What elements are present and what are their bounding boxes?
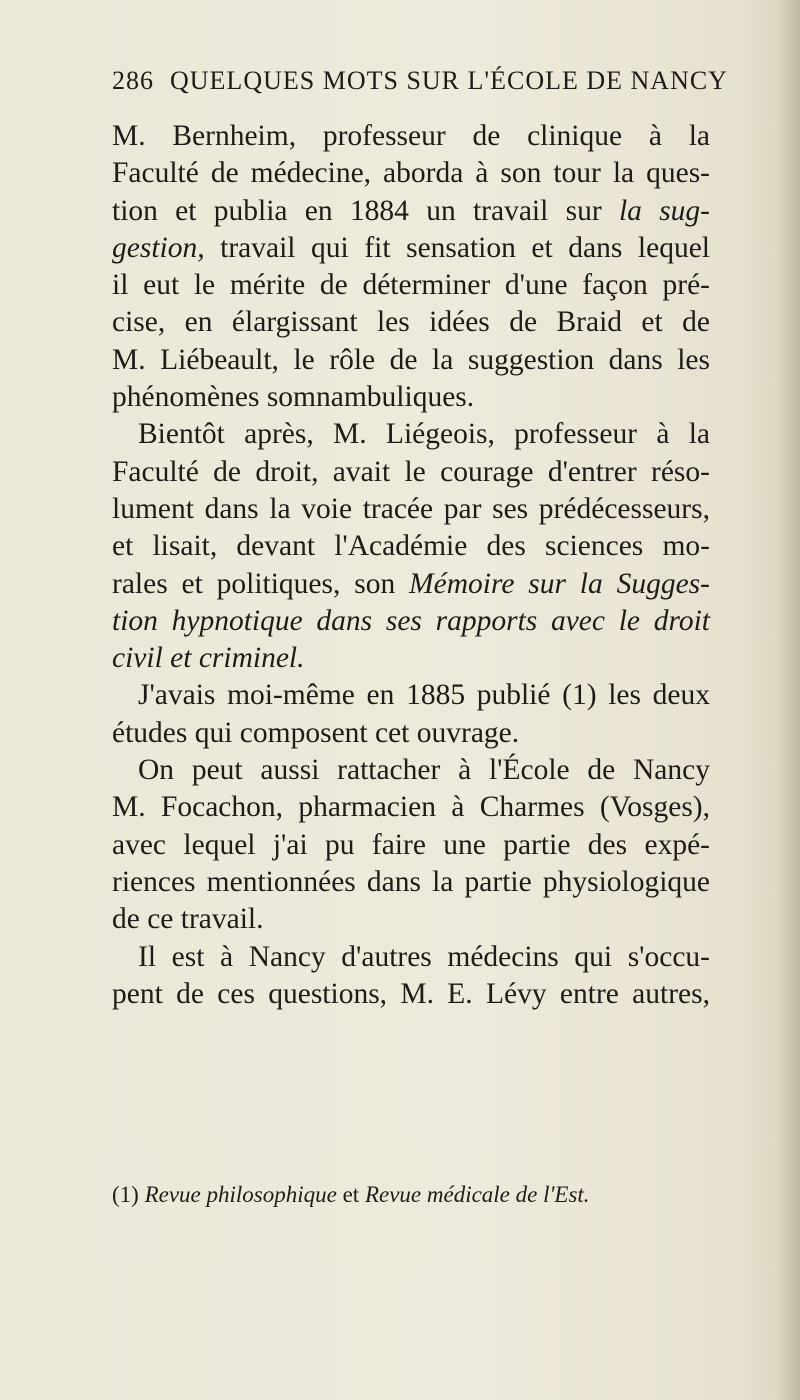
italic-text: gestion, [112,231,205,264]
running-head [112,66,728,106]
text-line [112,155,710,192]
text-segment: M. Bernheim, professeur de clinique à la [112,120,710,152]
text-segment: M. Liébeault, le rôle de la suggestion dans les [112,343,710,376]
text-line [112,715,710,752]
text-segment: il eut le mérite de déterminer d'une façon pré- [112,269,710,302]
text-line [112,789,710,826]
text-segment: phénomènes somnambuliques. [112,381,475,414]
text-line [112,864,710,901]
text-line [112,416,710,453]
italic-text: la sug- [618,194,711,227]
text-line [112,118,710,155]
footnote-text: et [336,1182,365,1207]
text-segment: et lisait, devant l'Académie des sciences mo- [112,530,710,563]
page-number: 286 [112,66,154,95]
text-segment: Il est à Nancy d'autres médecins qui s'occu- [138,940,710,973]
text-segment: lument dans la voie tracée par ses prédécesseurs, [112,492,710,525]
text-segment: rales et politiques, son [112,567,410,600]
italic-text: tion hypnotique dans ses rapports avec le droit [112,604,710,637]
text-segment: travail qui fit sensation et dans lequel [204,231,710,264]
text-segment: études qui composent cet ouvrage. [112,716,520,749]
text-segment: avec lequel j'ai pu faire une partie des expé- [112,828,710,861]
text-line [112,939,710,976]
text-line [112,640,710,677]
running-title: QUELQUES MOTS SUR L'ÉCOLE DE NANCY [170,66,728,95]
text-segment: Faculté de médecine, aborda à son tour la ques- [112,157,710,190]
text-segment: de ce travail. [112,903,264,936]
footnote-text: (1) [112,1182,145,1207]
text-line [112,454,710,491]
text-line [112,230,710,267]
text-line [112,491,710,528]
text-line [112,528,710,565]
text-line [112,304,710,341]
text-segment: Faculté de droit, avait le courage d'entrer réso- [112,455,710,488]
text-segment: pent de ces questions, M. E. Lévy entre autres, [112,977,710,1010]
text-line [112,379,710,416]
body-text [112,118,710,1013]
page-edge-shadow [778,0,800,1400]
text-line [112,267,710,304]
text-segment: Bientôt après, M. Liégeois, professeur à la [138,418,710,451]
text-segment: On peut aussi rattacher à l'École de Nancy [138,754,710,787]
text-line [112,827,710,864]
text-segment: cise, en élargissant les idées de Braid et de [112,306,710,339]
italic-text: civil et criminel. [112,642,305,675]
text-segment: J'avais moi-même en 1885 publié (1) les deux [138,679,710,712]
text-segment: M. Focachon, pharmacien à Charmes (Vosges), [112,791,710,824]
text-line [112,342,710,379]
footnote [112,1180,710,1210]
text-line [112,603,710,640]
footnote-italic-text: Revue philosophique [144,1182,337,1207]
text-line [112,193,710,230]
text-line [112,901,710,938]
footnote-italic-text: Revue médicale de l'Est. [364,1182,590,1207]
text-segment: tion et publia en 1884 un travail sur [112,194,619,227]
text-line [112,566,710,603]
text-line [112,677,710,714]
text-segment: riences mentionnées dans la partie physiologique [112,865,710,898]
text-line [112,976,710,1013]
text-line [112,752,710,789]
italic-text: Mémoire sur la Sugges- [409,567,710,600]
